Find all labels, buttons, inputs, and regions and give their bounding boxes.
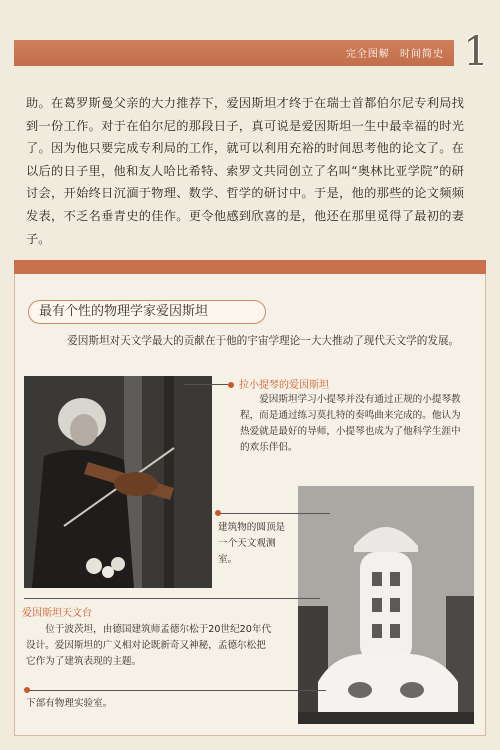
lab-description: 下部有物理实验室。 <box>26 698 113 709</box>
observatory-callout <box>22 604 92 619</box>
header-band <box>14 40 454 66</box>
dome-callout-dot <box>215 510 221 516</box>
callout-dot <box>228 382 234 388</box>
violin-description: 爱因斯坦学习小提琴并没有通过正规的小提琴教程，而是通过练习莫扎特的奏鸣曲来完成的。他认为热爱就是最好的导师，小提琴也成为了他科学生涯中的欢乐伴侣。 <box>240 394 461 453</box>
einstein-violin-photo <box>24 376 212 588</box>
einstein-tower-photo <box>298 486 474 724</box>
violin-label: 拉小提琴的爱因斯坦 <box>239 380 329 391</box>
series-name: 完全图解 <box>345 49 390 60</box>
observatory-callout-line <box>24 598 320 599</box>
book-title: 时间简史 <box>400 49 444 60</box>
observatory-label: 爱因斯坦天文台 <box>22 608 92 619</box>
violin-callout-line <box>184 384 228 385</box>
observatory-description: 位于波茨坦，由德国建筑师孟德尔松于20世纪20年代设计。爱因斯坦的广义相对论既新奇又神秘，孟德尔松把它作为了建筑表现的主题。 <box>26 624 272 667</box>
page-number: 1 <box>463 29 489 75</box>
header-label <box>346 45 444 60</box>
sidebar-title: 最有个性的物理学家爱因斯坦 <box>28 300 266 324</box>
header-separator <box>393 49 397 60</box>
violin-callout <box>228 376 329 391</box>
lab-callout-line <box>26 690 326 691</box>
body-paragraph: 助。在葛罗斯曼父亲的大力推荐下，爱因斯坦才终于在瑞士首都伯尔尼专利局找到一份工作。对于在伯尔尼的那段日子，真可说是爱因斯坦一生中最幸福的时光了。因为他只要完成专利局的工作，就可以利用充裕的时间思考他的论文了。在以后的日子里，他和友人哈比希特、索罗文共同创立了名叫“奥林比亚学院”的研讨会，开始终日沉湎于物理、数学、哲学的研讨中。于是，他的那些的论文频频发表，不乏名垂青史的佳作。更令他感到欣喜的是，他还在那里觅得了最初的妻子。 <box>26 96 464 246</box>
sidebar-intro: 爱因斯坦对天文学最大的贡献在于他的宇宙学理论一大大推动了现代天文学的发展。 <box>67 335 460 347</box>
dome-description: 建筑物的圆顶是一个天文观测室。 <box>218 522 286 565</box>
lab-callout-dot <box>24 687 30 693</box>
einstein-tower-illustration <box>298 486 474 724</box>
dome-callout-line <box>218 513 330 514</box>
einstein-violin-illustration <box>24 376 212 588</box>
section-band <box>14 260 486 274</box>
